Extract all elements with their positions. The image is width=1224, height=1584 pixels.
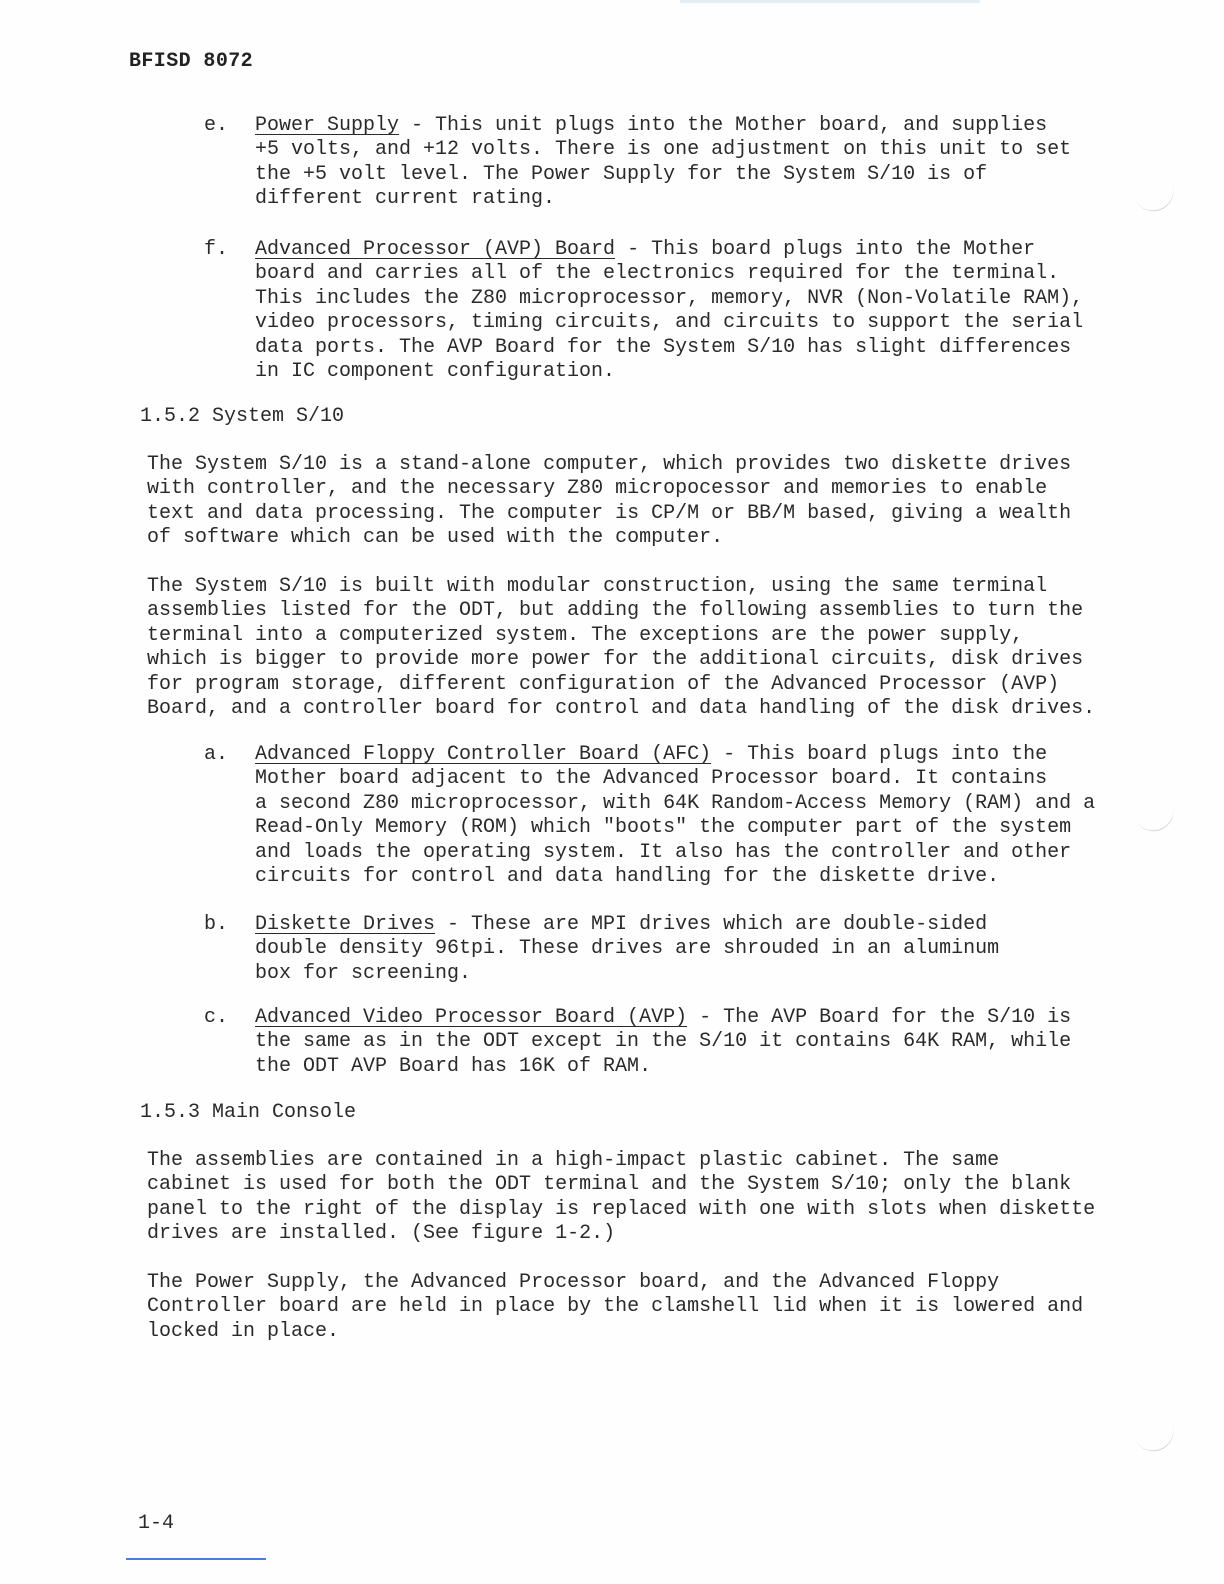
item-avp-board — [255, 238, 1115, 384]
item-body: - This board plugs into the Mother board adjacent to the Advanced Processor board. It contains a second Z80 microprocessor, with 64K Random-Access Memory (RAM) and a Read-Only Memory (ROM) which "boots" the computer part of the system and loads the operating system. It also has the controller and other circuits for control and data handling for the diskette drive. — [255, 743, 1096, 889]
punch-hole-mark — [1131, 794, 1179, 837]
item-body: - This board plugs into the Mother board and carries all of the electronics required for the terminal. This includes the Z80 microprocessor, memory, NVR (Non-Volatile RAM), video processors, timing circuits, and circuits to support the serial data ports. The AVP Board for the System S/10 has slight differences in IC component configuration. — [255, 238, 1084, 384]
section-152-paragraph-1: The System S/10 is a stand-alone computer, which provides two diskette drives with controller, and the necessary Z80 micropocessor and memories to enable text and data processing. The computer is CP/M or BB/M based, giving a wealth of software which can be used with the computer. — [147, 453, 1072, 550]
item-power-supply — [255, 114, 1115, 212]
section-152-paragraph-2: The System S/10 is built with modular construction, using the same terminal assemblies listed for the ODT, but adding the following assemblies to turn the terminal into a computerized system. The exceptions are the power supply, which is bigger to provide more power for the additional circuits, disk drives for program storage, different configuration of the Advanced Processor (AVP) Board, and a controller board for control and data handling of the disk drives. — [147, 575, 1096, 721]
section-heading-153: 1.5.3 Main Console — [140, 1101, 357, 1124]
item-letter-c: c. — [204, 1006, 229, 1029]
item-diskette-drives — [255, 913, 1115, 986]
item-title: Power Supply — [255, 114, 400, 137]
page-number: 1-4 — [138, 1512, 175, 1535]
section-153-paragraph-2: The Power Supply, the Advanced Processor board, and the Advanced Floppy Controller board are held in place by the clamshell lid when it is lowered and locked in place. — [147, 1271, 1084, 1343]
item-letter-f: f. — [204, 238, 229, 261]
item-afc-board — [255, 743, 1115, 889]
item-title: Advanced Video Processor Board (AVP) — [255, 1006, 688, 1029]
item-body: - These are MPI drives which are double-sided double density 96tpi. These drives are shrouded in an aluminum box for screening. — [255, 913, 1000, 985]
item-body: - The AVP Board for the S/10 is the same as in the ODT except in the S/10 it contains 64K RAM, while the ODT AVP Board has 16K of RAM. — [255, 1006, 1072, 1078]
item-avp-video-board — [255, 1006, 1115, 1079]
punch-hole-mark — [1131, 174, 1179, 217]
section-heading-152: 1.5.2 System S/10 — [140, 405, 345, 428]
item-body: - This unit plugs into the Mother board, and supplies +5 volts, and +12 volts. There is one adjustment on this unit to set the +5 volt level. The Power Supply for the System S/10 is of different current rating. — [255, 114, 1072, 211]
section-153-paragraph-1: The assemblies are contained in a high-impact plastic cabinet. The same cabinet is used for both the ODT terminal and the System S/10; only the blank panel to the right of the display is replaced with one with slots when diskette drives are installed. (See figure 1-2.) — [147, 1149, 1096, 1246]
punch-hole-mark — [1131, 1414, 1179, 1457]
scan-edge-mark — [680, 0, 980, 3]
item-letter-b: b. — [204, 913, 229, 936]
item-letter-e: e. — [204, 114, 229, 137]
document-id: BFISD 8072 — [129, 50, 254, 73]
item-title: Diskette Drives — [255, 913, 436, 936]
item-letter-a: a. — [204, 743, 229, 766]
item-title: Advanced Processor (AVP) Board — [255, 238, 616, 261]
scan-edge-line — [126, 1558, 266, 1560]
item-title: Advanced Floppy Controller Board (AFC) — [255, 743, 712, 766]
